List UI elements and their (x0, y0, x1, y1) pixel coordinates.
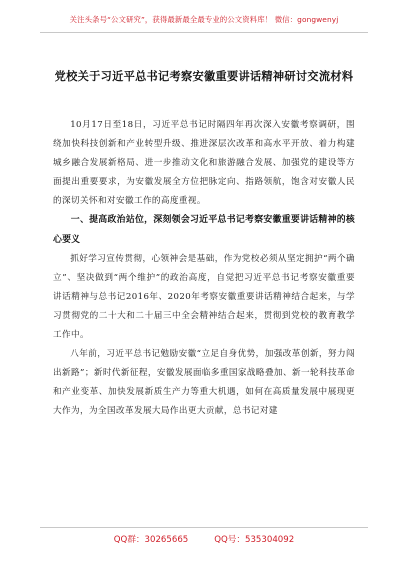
section-heading: 一、提高政治站位，深刻领会习近平总书记考察安徽重要讲话精神的核心要义 (53, 215, 355, 245)
body-paragraph: 抓好学习宣传贯彻，心领神会是基础，作为党校必须从坚定拥护“两个确立”、坚决做到“两个维护”的政治高度，自觉把习近平总书记考察安徽重要讲话精神与总书记2016年、2020年考察安徽重要讲话精神结合起来，与学习贯彻党的二十大和二十届三中全会精神结合起来，贯彻到党校的教育教学工作中。 (53, 253, 355, 341)
header-banner: 关注头条号“公文研究”，获得最新最全最专业的公文资料库！ 微信：gongwenyj (69, 15, 339, 24)
body-paragraph: 八年前，习近平总书记勉励安徽“立足自身优势，加强改革创新，努力闯出新路”；新时代新征程，安徽发展面临多重国家战略叠加、新一轮科技革命和产业变革、加快发展新质生产力等重大机遇，如何在高质量发展中展现更大作为，为全国改革发展大局作出更大贡献，总书记对建 (53, 349, 355, 417)
footer-divider (40, 527, 368, 528)
footer-contact (40, 533, 368, 545)
document-title: 党校关于习近平总书记考察安徽重要讲话精神研讨交流材料 (54, 70, 354, 83)
footer-qq-number: QQ号：535304092 (214, 535, 295, 545)
footer-qq-group: QQ群：30265665 (113, 535, 189, 545)
document-body (53, 116, 355, 422)
header-divider (40, 32, 368, 33)
body-paragraph: 10月17日至18日，习近平总书记时隔四年再次深入安徽考察调研，围绕加快科技创新和产业转型升级、推进深层次改革和高水平开放、着力构建城乡融合发展新格局、进一步推动文化和旅游融合发展、加强党的建设等方面提出重要要求，为安徽发展全方位把脉定向、指路领航，饱含对安徽人民的深切关怀和对安徽工作的高度重视。 (53, 120, 355, 207)
